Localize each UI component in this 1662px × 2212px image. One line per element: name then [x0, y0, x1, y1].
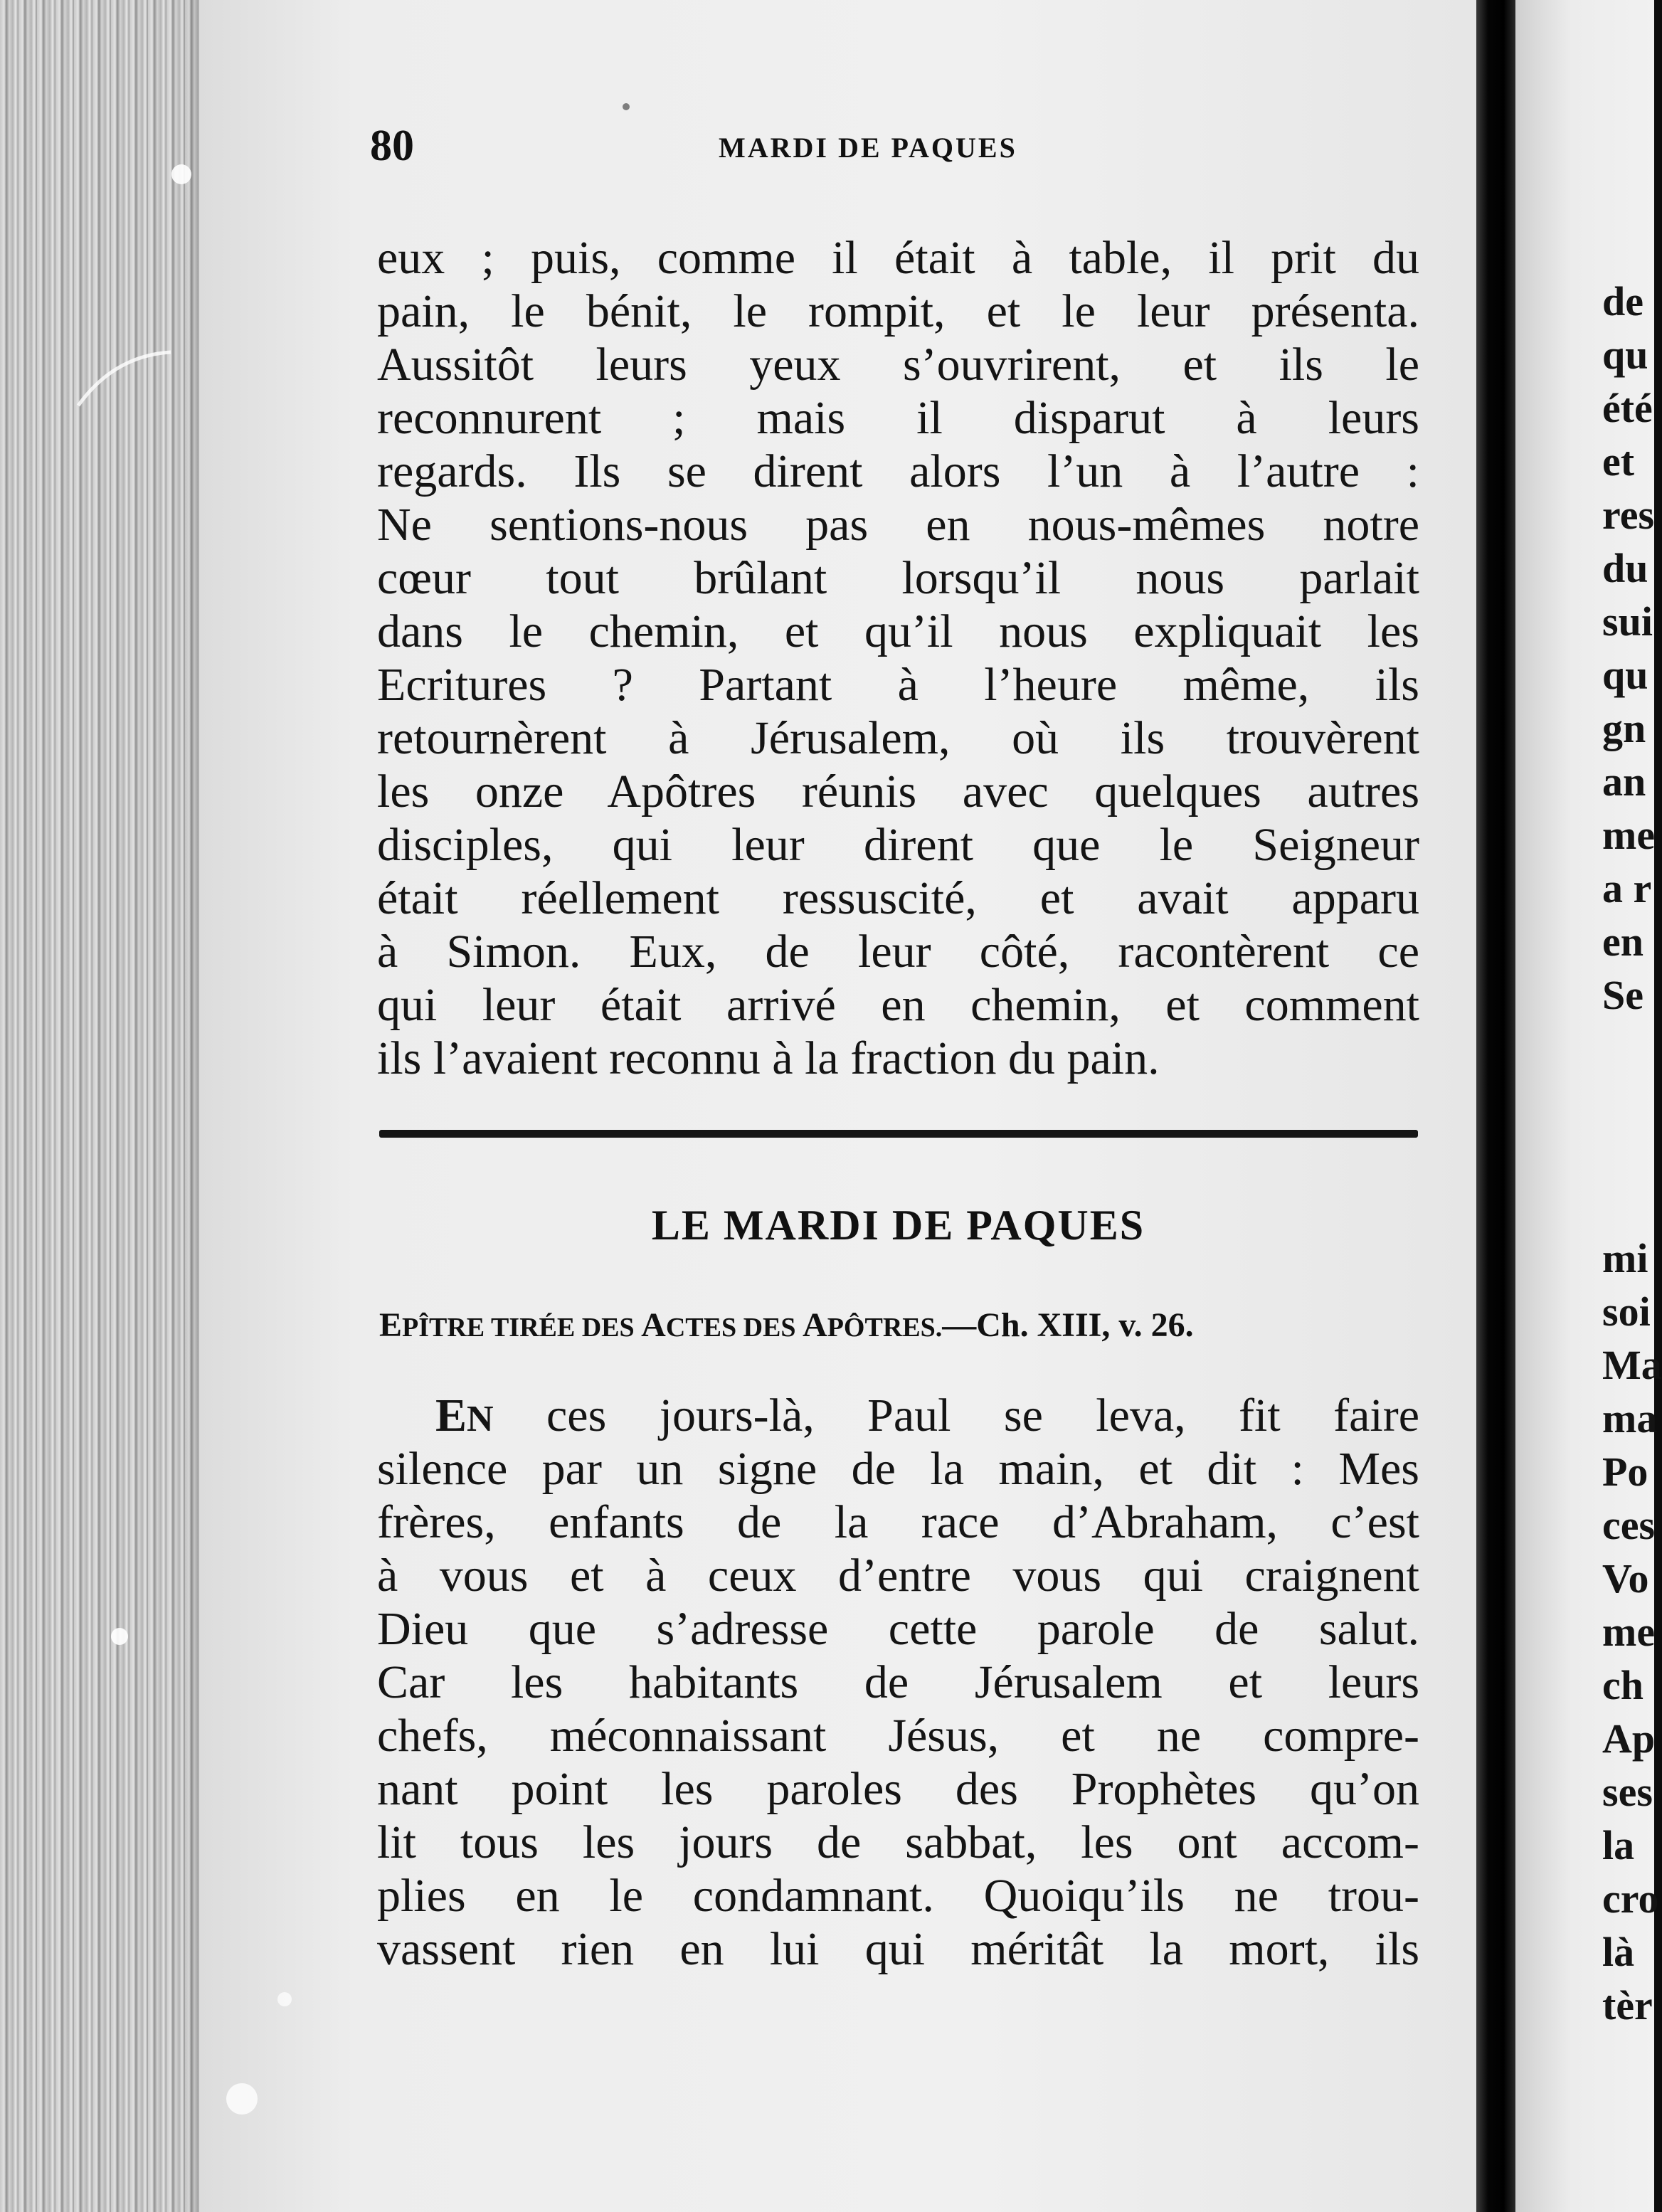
facing-fragment: du	[1602, 545, 1648, 591]
passage-line: Ne sentions-nous pas en nous-mêmes notre	[377, 499, 1419, 551]
passage-line: regards. Ils se dirent alors l’un à l’autre :	[377, 445, 1419, 497]
passage-line: ils l’avaient reconnu à la fraction du pain.	[377, 1032, 1160, 1084]
epistle-line: Car les habitants de Jérusalem et leurs	[377, 1656, 1419, 1708]
opening-line-text: ces jours-là, Paul se leva, fit faire	[493, 1390, 1419, 1441]
epistle-line: vassent rien en lui qui méritât la mort, ils	[377, 1923, 1419, 1975]
facing-fragment: mi	[1602, 1235, 1648, 1281]
epistle-line: lit tous les jours de sabbat, les ont accom-	[377, 1816, 1419, 1868]
facing-fragment: tèr	[1602, 1982, 1653, 2028]
passage-line: Aussitôt leurs yeux s’ouvrirent, et ils le	[377, 339, 1419, 391]
facing-fragment: été	[1602, 385, 1653, 431]
opening-smallcap-rest: N	[467, 1399, 494, 1439]
facing-fragment: en	[1602, 919, 1644, 965]
facing-fragment: ch	[1602, 1662, 1644, 1708]
facing-fragment: ma	[1602, 1395, 1658, 1441]
heading-initial: A	[641, 1306, 666, 1344]
facing-fragment: Ma	[1602, 1342, 1662, 1388]
facing-fragment: res	[1602, 492, 1655, 538]
passage-line: dans le chemin, et qu’il nous expliquait les	[377, 605, 1419, 657]
passage-line: qui leur était arrivé en chemin, et comment	[377, 979, 1419, 1031]
facing-fragment: gn	[1602, 705, 1646, 751]
passage-line: à Simon. Eux, de leur côté, racontèrent ce	[377, 926, 1419, 978]
passage-line: les onze Apôtres réunis avec quelques autres	[377, 766, 1419, 817]
epistle-line: chefs, méconnaissant Jésus, et ne compre-	[377, 1710, 1419, 1762]
heading-initial: E	[379, 1306, 403, 1344]
section-title: LE MARDI DE PAQUES	[651, 1202, 1145, 1249]
passage-line: Ecritures ? Partant à l’heure même, ils	[377, 659, 1419, 711]
facing-fragment: la	[1602, 1822, 1635, 1868]
epistle-line: Dieu que s’adresse cette parole de salut.	[377, 1603, 1419, 1655]
passage-line: retournèrent à Jérusalem, où ils trouvèrent	[377, 712, 1419, 764]
facing-fragment: Se	[1602, 972, 1644, 1018]
facing-fragment: Vo	[1602, 1555, 1649, 1602]
facing-fragment: qu	[1602, 332, 1648, 378]
facing-fragment: qu	[1602, 652, 1648, 698]
epistle-line: nant point les paroles des Prophètes qu’on	[377, 1763, 1419, 1815]
heading-smallcaps: CTES DES	[665, 1313, 803, 1343]
facing-fragment: là	[1602, 1929, 1635, 1975]
facing-fragment: me	[1602, 1609, 1656, 1655]
epistle-line: frères, enfants de la race d’Abraham, c’est	[377, 1496, 1419, 1548]
passage-line: était réellement ressuscité, et avait apparu	[377, 872, 1419, 924]
facing-fragment: an	[1602, 758, 1646, 805]
facing-fragment: me	[1602, 812, 1656, 858]
heading-initial: A	[803, 1306, 827, 1344]
facing-fragment: soi	[1602, 1288, 1651, 1335]
epistle-line: plies en le condamnant. Quoiqu’ils ne trou-	[377, 1870, 1419, 1922]
facing-fragment: ses	[1602, 1769, 1653, 1815]
facing-fragment: sui	[1602, 598, 1653, 645]
passage-line: eux ; puis, comme il était à table, il prit du	[377, 232, 1419, 284]
passage-line: reconnurent ; mais il disparut à leurs	[377, 392, 1419, 444]
heading-smallcaps: PÔTRES.	[827, 1313, 943, 1343]
facing-fragment: de	[1602, 278, 1644, 324]
passage-line: pain, le bénit, le rompit, et le leur présenta.	[377, 285, 1419, 337]
facing-fragment: Po	[1602, 1449, 1648, 1495]
facing-fragment: cro	[1602, 1875, 1659, 1922]
page-number: 80	[370, 122, 414, 170]
passage-line: disciples, qui leur dirent que le Seigneur	[377, 819, 1419, 871]
running-title: MARDI DE PAQUES	[719, 132, 1017, 164]
facing-fragment: et	[1602, 438, 1635, 485]
heading-smallcaps: PÎTRE TIRÉE DES	[402, 1313, 642, 1343]
facing-fragment: a r	[1602, 865, 1652, 911]
epistle-line: à vous et à ceux d’entre vous qui craignent	[377, 1550, 1419, 1602]
heading-reference: —Ch. XIII, v. 26.	[942, 1306, 1194, 1344]
passage-line: cœur tout brûlant lorsqu’il nous parlait	[377, 552, 1419, 604]
facing-fragment: Ap	[1602, 1715, 1656, 1762]
opening-capital: E	[435, 1390, 467, 1441]
facing-fragment: ces	[1602, 1502, 1656, 1548]
epistle-line: silence par un signe de la main, et dit : Mes	[377, 1443, 1419, 1495]
